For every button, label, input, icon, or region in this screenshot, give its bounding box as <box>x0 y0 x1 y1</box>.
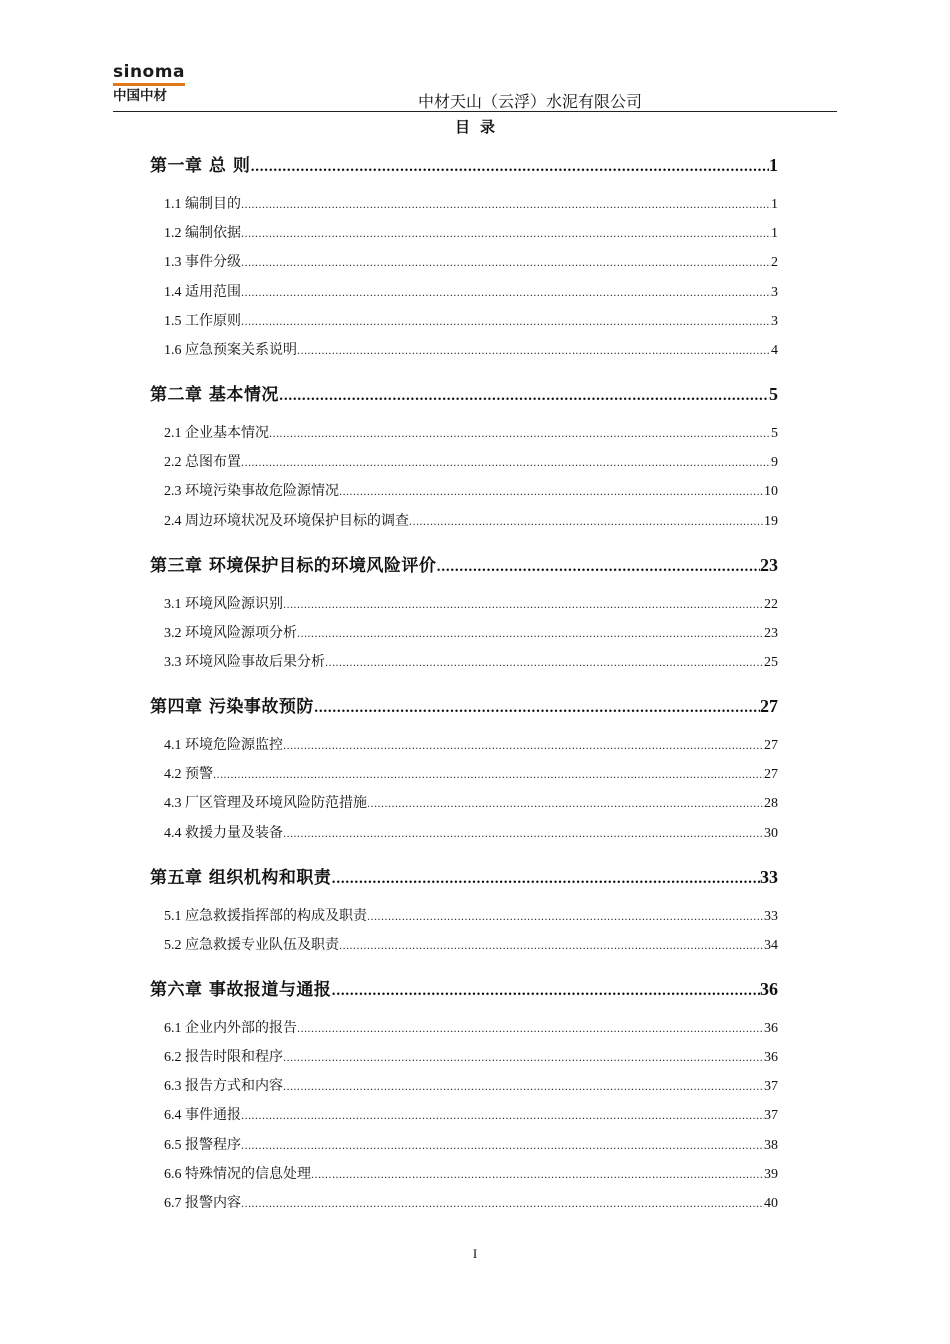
toc-section-entry[interactable] <box>164 224 778 244</box>
toc-chapter-entry[interactable] <box>150 865 778 889</box>
toc-entry-label: 6.2 报告时限和程序 <box>164 1050 283 1065</box>
toc-entry-label: 6.6 特殊情况的信息处理 <box>164 1166 311 1182</box>
dot-leader <box>283 1049 764 1068</box>
toc-entry-page: 1 <box>769 155 778 175</box>
dot-leader <box>339 483 764 502</box>
toc-entry-page: 36 <box>764 1050 778 1065</box>
toc-section-entry[interactable] <box>164 624 778 644</box>
toc-section-entry[interactable] <box>164 653 778 673</box>
toc-entry-page: 36 <box>764 1020 778 1036</box>
dot-leader <box>297 342 771 361</box>
toc-entry-label: 1.6 应急预案关系说明 <box>164 343 297 358</box>
toc-entry-page: 9 <box>771 455 778 471</box>
logo-wordmark: sinoma <box>113 62 185 82</box>
toc-title: 目录 <box>454 118 505 136</box>
toc-entry-label: 1.4 适用范围 <box>164 284 241 300</box>
toc-entry-page: 25 <box>764 655 778 670</box>
toc-entry-label: 1.2 编制依据 <box>164 226 241 242</box>
toc-entry-page: 39 <box>764 1166 778 1182</box>
toc-entry-page: 27 <box>764 767 778 783</box>
toc-entry-page: 22 <box>764 596 778 612</box>
toc-section-entry[interactable] <box>164 482 778 502</box>
dot-leader <box>241 196 771 215</box>
dot-leader <box>283 825 764 844</box>
dot-leader <box>283 596 764 615</box>
dot-leader <box>311 1166 764 1185</box>
toc-section-entry[interactable] <box>164 1019 778 1039</box>
toc-section-entry[interactable] <box>164 1077 778 1097</box>
toc-section-entry[interactable] <box>164 512 778 532</box>
toc-section-entry[interactable] <box>164 424 778 444</box>
toc-section-entry[interactable] <box>164 907 778 927</box>
toc-entry-label: 2.2 总图布置 <box>164 455 241 471</box>
toc-section-entry[interactable] <box>164 341 778 361</box>
toc-entry-page: 3 <box>771 313 778 329</box>
toc-entry-label: 2.4 周边环境状况及环境保护目标的调查 <box>164 513 409 529</box>
toc-section-entry[interactable] <box>164 824 778 844</box>
header-divider <box>113 111 837 112</box>
toc-entry-label: 6.3 报告方式和内容 <box>164 1079 283 1095</box>
toc-section-entry[interactable] <box>164 1194 778 1214</box>
toc-entry-label: 第五章 组织机构和职责 <box>150 867 332 888</box>
toc-entry-page: 40 <box>764 1196 778 1211</box>
toc-entry-label: 1.1 编制目的 <box>164 197 241 212</box>
toc-entry-page: 4 <box>771 343 778 358</box>
dot-leader <box>241 225 771 244</box>
toc-entry-label: 4.3 厂区管理及环境风险防范措施 <box>164 796 367 812</box>
toc-entry-label: 第三章 环境保护目标的环境风险评价 <box>150 555 437 576</box>
toc-entry-label: 第一章 总 则 <box>150 156 251 176</box>
toc-entry-label: 6.1 企业内外部的报告 <box>164 1020 297 1036</box>
toc-section-entry[interactable] <box>164 253 778 273</box>
toc-entry-page: 5 <box>771 426 778 441</box>
toc-entry-page: 5 <box>769 384 778 404</box>
dot-leader <box>241 1107 764 1126</box>
toc-section-entry[interactable] <box>164 765 778 785</box>
toc-entry-label: 第二章 基本情况 <box>150 385 279 405</box>
dot-leader <box>331 868 760 889</box>
toc-entry-page: 33 <box>764 908 778 924</box>
toc-chapter-entry[interactable] <box>150 382 778 406</box>
toc-chapter-entry[interactable] <box>150 153 778 177</box>
toc-entry-page: 37 <box>764 1108 778 1124</box>
toc-section-entry[interactable] <box>164 1106 778 1126</box>
toc-chapter-entry[interactable] <box>150 553 778 577</box>
toc-section-entry[interactable] <box>164 1136 778 1156</box>
dot-leader <box>279 385 769 406</box>
dot-leader <box>241 254 771 273</box>
toc-entry-page: 1 <box>771 226 778 242</box>
dot-leader <box>241 1195 764 1214</box>
page-number: I <box>472 1246 478 1261</box>
toc-entry-page: 27 <box>760 696 778 716</box>
dot-leader <box>241 454 771 473</box>
toc-entry-label: 2.1 企业基本情况 <box>164 426 269 441</box>
toc-entry-page: 27 <box>764 738 778 753</box>
dot-leader <box>241 284 771 303</box>
toc-entry-label: 第四章 污染事故预防 <box>150 697 314 717</box>
toc-entry-label: 2.3 环境污染事故危险源情况 <box>164 484 339 500</box>
toc-section-entry[interactable] <box>164 936 778 956</box>
toc-section-entry[interactable] <box>164 794 778 814</box>
company-name: 中材天山（云浮）水泥有限公司 <box>417 92 642 111</box>
dot-leader <box>367 908 764 927</box>
toc-section-entry[interactable] <box>164 312 778 332</box>
toc-section-entry[interactable] <box>164 736 778 756</box>
toc-entry-label: 6.7 报警内容 <box>164 1196 241 1211</box>
toc-entry-label: 3.2 环境风险源项分析 <box>164 625 297 641</box>
toc-entry-label: 1.5 工作原则 <box>164 313 241 329</box>
dot-leader <box>409 513 764 532</box>
toc-section-entry[interactable] <box>164 453 778 473</box>
toc-entry-page: 28 <box>764 796 778 812</box>
toc-section-entry[interactable] <box>164 283 778 303</box>
toc-entry-label: 6.4 事件通报 <box>164 1108 241 1124</box>
toc-entry-page: 36 <box>760 978 778 999</box>
toc-entry-page: 34 <box>764 937 778 953</box>
dot-leader <box>250 156 769 177</box>
logo-accent-bar <box>113 83 185 86</box>
toc-entry-label: 3.1 环境风险源识别 <box>164 596 283 612</box>
toc-section-entry[interactable] <box>164 195 778 215</box>
toc-entry-page: 23 <box>764 625 778 641</box>
toc-entry-page: 38 <box>764 1137 778 1153</box>
toc-chapter-entry[interactable] <box>150 977 778 1001</box>
toc-section-entry[interactable] <box>164 1165 778 1185</box>
toc-entry-page: 10 <box>764 484 778 500</box>
toc-entry-label: 4.2 预警 <box>164 767 213 783</box>
toc-entry-label: 5.2 应急救援专业队伍及职责 <box>164 937 339 953</box>
toc-section-entry[interactable] <box>164 1048 778 1068</box>
logo-chinese-name: 中国中材 <box>113 88 167 104</box>
dot-leader <box>339 937 764 956</box>
dot-leader <box>283 737 764 756</box>
dot-leader <box>213 766 764 785</box>
dot-leader <box>314 697 760 718</box>
toc-entry-label: 3.3 环境风险事故后果分析 <box>164 655 325 670</box>
dot-leader <box>331 980 760 1001</box>
dot-leader <box>367 795 764 814</box>
toc-entry-page: 33 <box>760 866 778 887</box>
dot-leader <box>297 625 764 644</box>
toc-entry-page: 1 <box>771 197 778 212</box>
toc-entry-label: 第六章 事故报道与通报 <box>150 979 332 1000</box>
dot-leader <box>283 1078 764 1097</box>
toc-entry-page: 30 <box>764 825 778 841</box>
toc-entry-page: 19 <box>764 513 778 529</box>
dot-leader <box>436 556 760 577</box>
toc-entry-label: 4.1 环境危险源监控 <box>164 738 283 753</box>
toc-entry-page: 23 <box>760 554 778 575</box>
dot-leader <box>241 1137 764 1156</box>
toc-entry-label: 1.3 事件分级 <box>164 255 241 271</box>
toc-entry-page: 37 <box>764 1079 778 1095</box>
toc-entry-label: 4.4 救援力量及装备 <box>164 825 283 841</box>
toc-entry-label: 6.5 报警程序 <box>164 1137 241 1153</box>
toc-section-entry[interactable] <box>164 595 778 615</box>
dot-leader <box>269 425 771 444</box>
toc-entry-page: 3 <box>771 284 778 300</box>
toc-chapter-entry[interactable] <box>150 694 778 718</box>
dot-leader <box>241 313 771 332</box>
dot-leader <box>297 1020 764 1039</box>
sinoma-logo <box>113 64 187 104</box>
toc-entry-label: 5.1 应急救援指挥部的构成及职责 <box>164 908 367 924</box>
toc-entry-page: 2 <box>771 255 778 271</box>
dot-leader <box>325 654 764 673</box>
